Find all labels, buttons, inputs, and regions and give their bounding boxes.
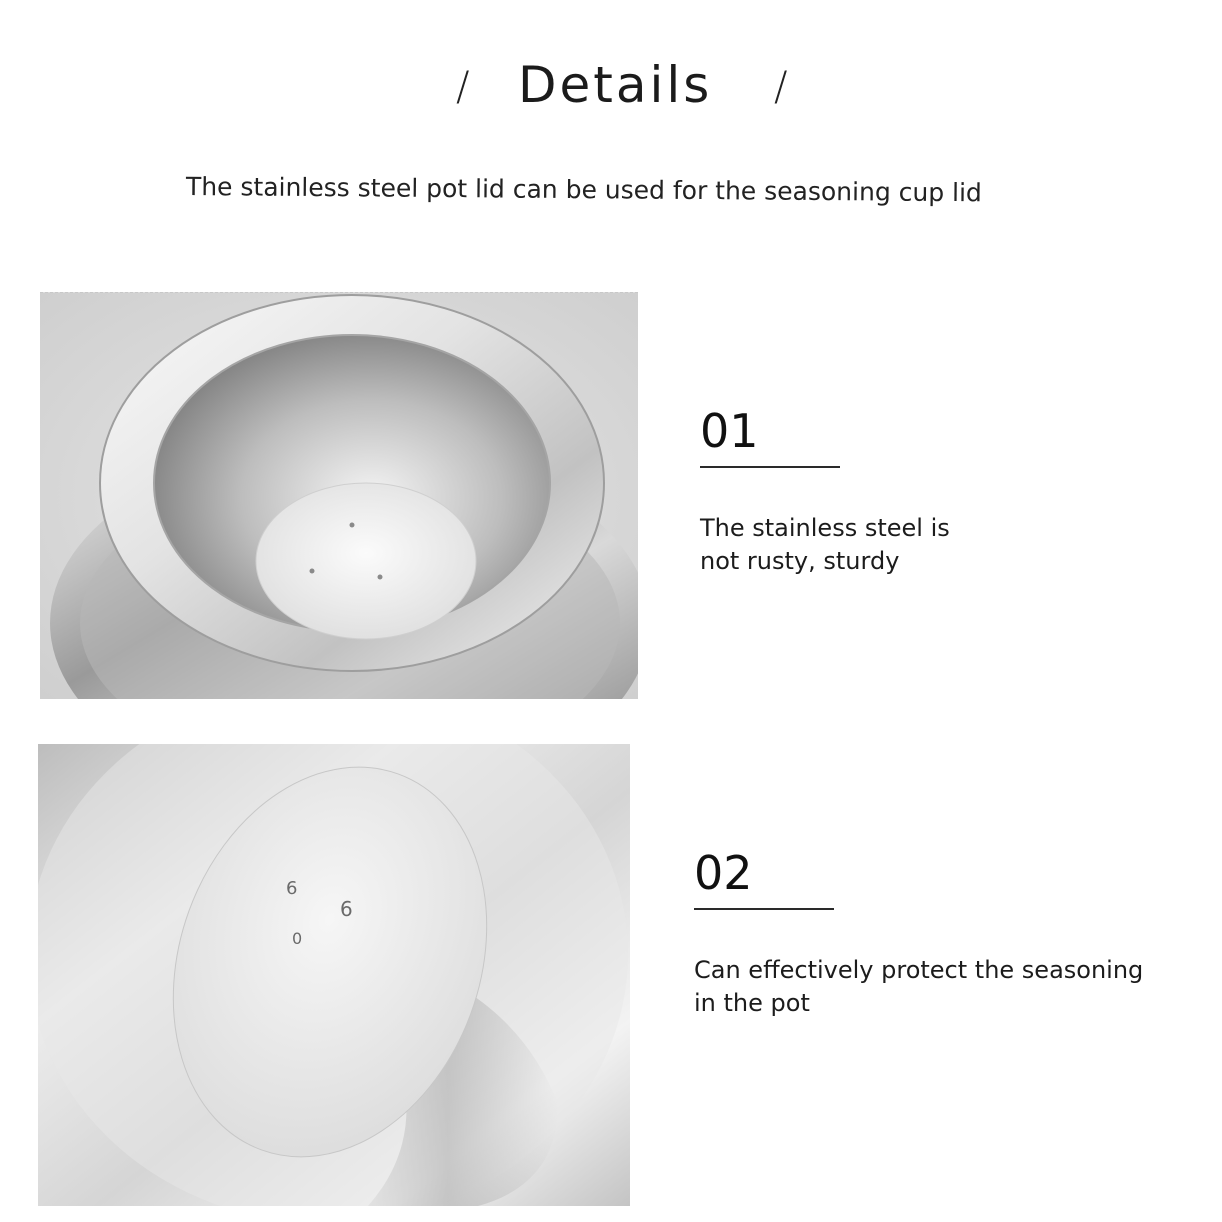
title-slash-left: /: [456, 64, 470, 110]
feature-number: 02: [694, 846, 753, 900]
feature-01: [700, 404, 990, 578]
product-photo-top-view: [40, 292, 638, 699]
feature-divider: [700, 466, 840, 468]
svg-text:0: 0: [292, 929, 303, 948]
feature-02: [694, 846, 1164, 1020]
svg-text:6: 6: [340, 897, 353, 921]
feature-number: 01: [700, 404, 759, 458]
page-title: Details: [518, 56, 713, 114]
feature-divider: [694, 908, 834, 910]
lid-closeup-illustration: [38, 744, 630, 1206]
section-header: [0, 56, 1222, 126]
title-slash-right: /: [774, 64, 788, 110]
feature-description: The stainless steel is not rusty, sturdy: [700, 514, 950, 575]
lid-top-view-illustration: [40, 293, 638, 699]
feature-description: Can effectively protect the seasoning in the pot: [694, 956, 1144, 1017]
page-subtitle: The stainless steel pot lid can be used for the seasoning cup lid: [185, 172, 982, 208]
svg-text:6: 6: [286, 878, 298, 899]
product-photo-closeup: [38, 744, 630, 1206]
